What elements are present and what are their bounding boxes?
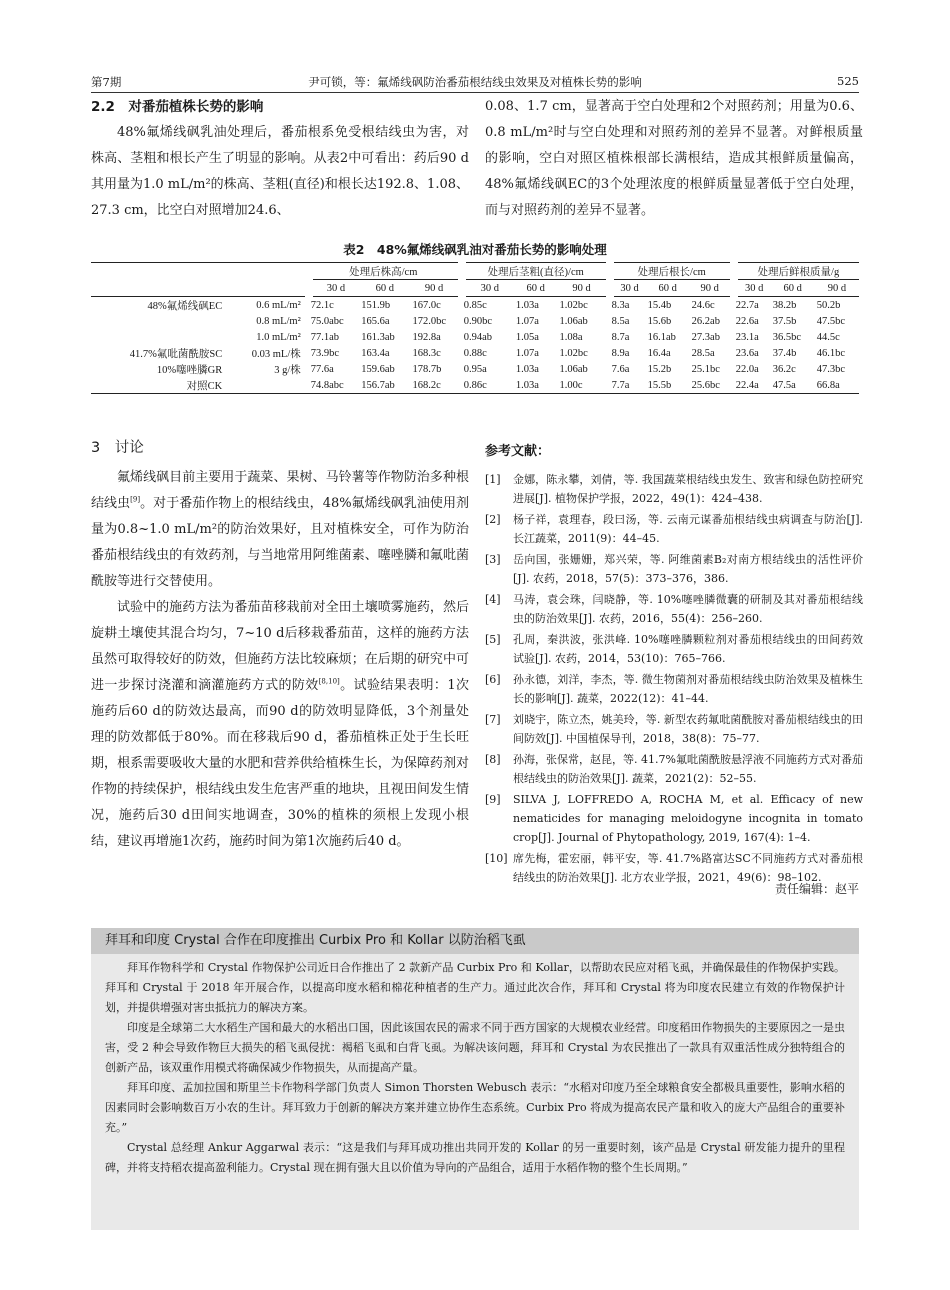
table-cell: 16.1ab — [647, 331, 676, 343]
reference-text: 马涛，袁会珠，闫晓静，等. 10%噻唑膦微囊的研制及其对番茄根结线虫的防治效果[J]. 农药，2016，55(4)：256–260. — [513, 593, 863, 625]
table-cell: 46.1bc — [816, 347, 846, 359]
table-cell: 38.2b — [772, 299, 797, 311]
reference-number: [5] — [485, 633, 501, 646]
table-cell: 7.6a — [611, 363, 630, 375]
section-heading-3: 3 讨论 — [91, 440, 144, 456]
table-cell: 8.3a — [611, 299, 630, 311]
treatment-name: 对照CK — [91, 377, 228, 394]
table-cell: 47.5bc — [816, 315, 846, 327]
reference-text: 杨子祥，袁理春，段曰汤，等. 云南元谋番茄根结线虫病调查与防治[J]. 长江蔬菜，2011(9)：44–45. — [513, 513, 863, 545]
table-row — [91, 361, 859, 377]
reference-item — [485, 550, 863, 588]
treatment-dose: 1.0 mL/m² — [256, 331, 301, 343]
table-group-header: 处理后鲜根质量/g — [734, 263, 859, 280]
table-day-header: 30 d — [610, 280, 646, 297]
table-cell: 0.94ab — [463, 331, 493, 343]
table-cell: 165.6a — [361, 315, 390, 327]
treatment-name — [91, 329, 228, 345]
treatment-dose: 3 g/株 — [274, 364, 301, 376]
table-cell: 1.02bc — [559, 347, 588, 359]
text-span: 。试验结果表明：1次施药后60 d的防效达最高，而90 d的防效明显降低，3个剂量处理的防效都低于80%。而在移栽后90 d，番茄植株正处于生长旺期，根系需要吸收大量的水肥和营养供给植株生长，为保障药剂对作物的持续保护，根结线虫发生危害严重的地块，且视田间发生情况，施药后30 d田间实地调查，30%的植株的须根上发现小根结，建议再增施1次药，施药时间为第1次施药后40 d。 — [91, 678, 469, 849]
table-cell: 75.0abc — [310, 315, 344, 327]
table-day-header: 90 d — [815, 280, 859, 297]
table-cell: 161.3ab — [361, 331, 395, 343]
reference-item — [485, 630, 863, 668]
reference-item — [485, 670, 863, 708]
table-cell: 22.6a — [735, 315, 759, 327]
news-title: 拜耳和印度 Crystal 合作在印度推出 Curbix Pro 和 Kollar 以防治稻飞虱 — [91, 928, 859, 954]
text-span: 试验中的施药方法为番茄苗移栽前对全田土壤喷雾施药，然后旋耕土壤使其混合均匀，7~10 d后移栽番茄苗，这样的施药方法虽然可取得较好的防效，但施药方法比较麻烦；在后期的研究中可进一步探讨浇灌和滴灌施药方式的防效 — [91, 600, 469, 693]
table-cell: 47.3bc — [816, 363, 846, 375]
reference-item — [485, 470, 863, 508]
reference-number: [9] — [485, 793, 501, 806]
table-group-header: 处理后茎粗(直径)/cm — [462, 263, 610, 280]
table-cell: 77.6a — [310, 363, 334, 375]
text-span: 氟烯线砜目前主要用于蔬菜、果树、马铃薯等作物防治多种根结线虫 — [91, 470, 469, 511]
table-cell: 26.2ab — [691, 315, 720, 327]
running-title: 尹可锁，等：氟烯线砜防治番茄根结线虫效果及对植株长势的影响 — [308, 75, 642, 89]
table-day-header: 60 d — [359, 280, 410, 297]
treatment-dose: 0.8 mL/m² — [256, 315, 301, 327]
table-cell: 50.2b — [816, 299, 841, 311]
reference-number: [8] — [485, 753, 501, 766]
reference-text: 金娜，陈永攀，刘倩，等. 我国蔬菜根结线虫发生、致害和绿色防控研究进展[J]. 植物保护学报，2022，49(1)：424–438. — [513, 473, 863, 505]
reference-item — [485, 510, 863, 548]
table-cell: 1.03a — [514, 377, 558, 394]
left-column-discussion — [91, 435, 469, 855]
section-heading-2-2: 2.2 对番茄植株长势的影响 — [91, 99, 264, 115]
table-cell: 0.88c — [463, 347, 487, 359]
table-cell: 163.4a — [361, 347, 390, 359]
table-cell: 1.06ab — [559, 363, 588, 375]
table-row — [91, 345, 859, 361]
paragraph — [91, 595, 469, 855]
table-cell: 15.4b — [647, 299, 672, 311]
table-cell: 23.1a — [735, 331, 759, 343]
table-day-header: 60 d — [514, 280, 558, 297]
table-cell: 167.0c — [412, 299, 441, 311]
data-table — [91, 262, 859, 394]
table-cell: 8.9a — [611, 347, 630, 359]
treatment-name: 41.7%氟吡菌酰胺SC — [129, 348, 223, 360]
page-number: 525 — [837, 74, 859, 88]
table-group-header: 处理后根长/cm — [610, 263, 734, 280]
reference-number: [1] — [485, 473, 501, 486]
reference-number: [2] — [485, 513, 501, 526]
reference-text: 席先梅，霍宏丽，韩平安，等. 41.7%路富达SC不同施药方式对番茄根结线虫的防治效果[J]. 北方农业学报，2021，49(6)：98–102. — [513, 852, 863, 884]
table-row — [91, 377, 859, 394]
table-cell: 0.90bc — [463, 315, 493, 327]
table-day-header: 60 d — [646, 280, 690, 297]
table-cell: 1.08a — [559, 331, 583, 343]
reference-number: [3] — [485, 553, 501, 566]
table-cell: 1.03a — [515, 363, 539, 375]
left-column-top — [91, 94, 469, 224]
table-cell: 168.2c — [410, 377, 461, 394]
table-cell: 25.1bc — [691, 363, 720, 375]
news-body — [91, 954, 859, 1178]
table-cell: 1.07a — [515, 315, 539, 327]
paragraph — [91, 465, 469, 595]
treatment-dose — [228, 377, 309, 394]
table-cell: 44.5c — [816, 331, 840, 343]
table-cell: 22.0a — [735, 363, 759, 375]
table-cell: 36.2c — [772, 363, 796, 375]
reference-number: [10] — [485, 852, 508, 865]
table-cell: 178.7b — [412, 363, 442, 375]
table-day-header: 30 d — [462, 280, 514, 297]
news-paragraph: 印度是全球第二大水稻生产国和最大的水稻出口国，因此该国农民的需求不同于西方国家的大规模农业经营。印度稻田作物损失的主要原因之一是虫害，受 2 种会导致作物巨大损失的稻飞虱侵扰：褐稻飞虱和白背飞虱。为解决该问题，拜耳和 Crystal 为农民推出了一款具有双重活性成分独特组合的创新产品，该双重作用模式将确保减少作物损失，从而提高产量。 — [105, 1021, 845, 1074]
table-cell: 47.5a — [771, 377, 815, 394]
reference-text: 孙永德，刘洋，李杰，等. 微生物菌剂对番茄根结线虫防治效果及植株生长的影响[J]. 蔬菜，2022(12)：41–44. — [513, 673, 863, 705]
table-cell: 77.1ab — [310, 331, 340, 343]
table-corner — [228, 280, 309, 297]
table-cell: 1.02bc — [559, 299, 588, 311]
table-cell: 0.86c — [462, 377, 514, 394]
table-cell: 28.5a — [691, 347, 715, 359]
table-cell: 37.4b — [772, 347, 797, 359]
table-cell: 22.7a — [735, 299, 759, 311]
references-heading: 参考文献： — [485, 444, 551, 459]
table-group-header: 处理后株高/cm — [309, 263, 462, 280]
table-cell: 1.05a — [515, 331, 539, 343]
table-corner — [228, 263, 309, 280]
reference-text: 孙海，张保常，赵昆，等. 41.7%氟吡菌酰胺悬浮液不同施药方式对番茄根结线虫的防治效果[J]. 蔬菜，2021(2)：52–55. — [513, 753, 863, 785]
reference-number: [6] — [485, 673, 501, 686]
table-cell: 0.95a — [463, 363, 487, 375]
table-day-header: 90 d — [690, 280, 734, 297]
reference-number: [7] — [485, 713, 501, 726]
table-corner — [91, 280, 228, 297]
table-day-header: 30 d — [309, 280, 359, 297]
table-cell: 172.0bc — [412, 315, 447, 327]
table-cell: 24.6c — [691, 299, 715, 311]
news-paragraph: 拜耳作物科学和 Crystal 作物保护公司近日合作推出了 2 款新产品 Curbix Pro 和 Kollar，以帮助农民应对稻飞虱，并确保最佳的作物保护实践。拜耳和 Crystal 于 2018 年开展合作，以提高印度水稻和棉花种植者的生产力。通过此次合作，拜耳和 Crystal 将为印度农民建立有效的作物保护计划，并提供增强对害虫抵抗力的解决方案。 — [105, 961, 845, 1014]
table-cell: 151.9b — [361, 299, 391, 311]
reference-list — [485, 470, 863, 889]
table-row — [91, 329, 859, 345]
paragraph: 0.08、1.7 cm，显著高于空白处理和2个对照药剂；用量为0.6、0.8 mL/m²时与空白处理和对照药剂的差异不显著。对鲜根质量的影响，空白对照区植株根部长满根结，造成其根鲜质量偏高，48%氟烯线砜EC的3个处理浓度的根鲜质量显著低于空白处理，而与对照药剂的差异不显著。 — [485, 99, 863, 218]
reference-text: 岳向国，张姗姗，郑兴荣，等. 阿维菌素B₂对南方根结线虫的活性评价[J]. 农药，2018，57(5)：373–376，386. — [513, 553, 863, 585]
table-day-header: 90 d — [557, 280, 609, 297]
news-paragraph: Crystal 总经理 Ankur Aggarwal 表示：“这是我们与拜耳成功推出共同开发的 Kollar 的另一重要时刻，该产品是 Crystal 研发能力提升的里程碑，并将支持稻农提高盈利能力。Crystal 现在拥有强大且以价值为导向的产品组合，适用于水稻作物的整个生长周期。” — [105, 1141, 845, 1174]
table-cell: 15.2b — [647, 363, 672, 375]
table-group-header-row — [91, 263, 859, 280]
reference-text: SILVA J, LOFFREDO A, ROCHA M, et al. Efficacy of new nematicides for managing meloidogyne incognita in tomato crop[J]. Journal of Phytopathology, 2019, 167(4): 1–4. — [513, 793, 863, 844]
table-day-header: 60 d — [771, 280, 815, 297]
table-day-header: 30 d — [734, 280, 771, 297]
table-cell: 156.7ab — [359, 377, 410, 394]
paragraph: 48%氟烯线砜乳油处理后，番茄根系免受根结线虫为害，对株高、茎粗和根长产生了明显的影响。从表2中可看出：药后90 d其用量为1.0 mL/m²的株高、茎粗(直径)和根长达192.8、1.08、27.3 cm，比空白对照增加24.6、 — [91, 125, 469, 218]
table-cell: 16.4a — [647, 347, 671, 359]
treatment-dose: 0.6 mL/m² — [256, 299, 301, 311]
reference-number: [4] — [485, 593, 501, 606]
reference-text: 孔周，秦洪波，张洪峰. 10%噻唑膦颗粒剂对番茄根结线虫的田间药效试验[J]. 农药，2014，53(10)：765–766. — [513, 633, 863, 665]
table-cell: 66.8a — [815, 377, 859, 394]
table-day-header: 90 d — [410, 280, 461, 297]
table-row — [91, 313, 859, 329]
editor-credit: 责任编辑：赵平 — [774, 882, 859, 896]
news-box — [91, 928, 859, 1230]
table-cell: 36.5bc — [772, 331, 801, 343]
table-row — [91, 297, 859, 314]
table-cell: 7.7a — [610, 377, 646, 394]
table-cell: 0.85c — [463, 299, 487, 311]
citation: [9] — [130, 495, 141, 504]
table-cell: 37.5b — [772, 315, 797, 327]
reference-item — [485, 750, 863, 788]
table-caption: 表2 48%氟烯线砜乳油对番茄长势的影响处理 — [343, 242, 607, 257]
reference-item — [485, 790, 863, 847]
table-cell: 8.7a — [611, 331, 630, 343]
treatment-name: 10%噻唑膦GR — [156, 364, 223, 376]
table-corner — [91, 263, 228, 280]
right-column-top — [485, 94, 863, 224]
reference-text: 刘晓宇，陈立杰，姚美玲，等. 新型农药氟吡菌酰胺对番茄根结线虫的田间防效[J]. 中国植保导刊，2018，38(8)：75–77. — [513, 713, 863, 745]
table-cell: 15.5b — [646, 377, 690, 394]
table-cell: 22.4a — [734, 377, 771, 394]
table-cell: 23.6a — [735, 347, 759, 359]
reference-item — [485, 590, 863, 628]
table-cell: 74.8abc — [309, 377, 359, 394]
running-header — [91, 68, 859, 93]
news-paragraph: 拜耳印度、孟加拉国和斯里兰卡作物科学部门负责人 Simon Thorsten Webusch 表示：“水稻对印度乃至全球粮食安全都极具重要性，影响水稻的因素同时会影响数百万小农的生计。拜耳致力于创新的解决方案并建立协作生态系统。Curbix Pro 将成为提高农民产量和收入的庞大产品组合的重要补充。” — [105, 1081, 845, 1134]
issue-number: 第7期 — [91, 75, 122, 89]
treatment-name — [91, 313, 228, 329]
table-cell: 159.6ab — [361, 363, 395, 375]
table-cell: 192.8a — [412, 331, 441, 343]
table-cell: 8.5a — [611, 315, 630, 327]
treatment-name: 48%氟烯线砜EC — [147, 300, 223, 312]
table-cell: 73.9bc — [310, 347, 340, 359]
text-span: 。对于番茄作物上的根结线虫，48%氟烯线砜乳油使用剂量为0.8~1.0 mL/m²的防治效果好，且对植株安全，可作为防治番茄根结线虫的有效药剂，与当地常用阿维菌素、噻唑膦和氟吡菌酰胺等进行交替使用。 — [91, 496, 469, 589]
reference-item — [485, 710, 863, 748]
table-cell: 25.6bc — [690, 377, 734, 394]
table-cell: 15.6b — [647, 315, 672, 327]
table-cell: 1.07a — [515, 347, 539, 359]
table-cell: 168.3c — [412, 347, 441, 359]
treatment-dose: 0.03 mL/株 — [251, 348, 301, 360]
table-cell: 1.03a — [515, 299, 539, 311]
table-day-header-row — [91, 280, 859, 297]
table-cell: 27.3ab — [691, 331, 720, 343]
table-cell: 72.1c — [310, 299, 334, 311]
citation: [8,10] — [318, 677, 340, 686]
table-cell: 1.00c — [557, 377, 609, 394]
table-cell: 1.06ab — [559, 315, 588, 327]
